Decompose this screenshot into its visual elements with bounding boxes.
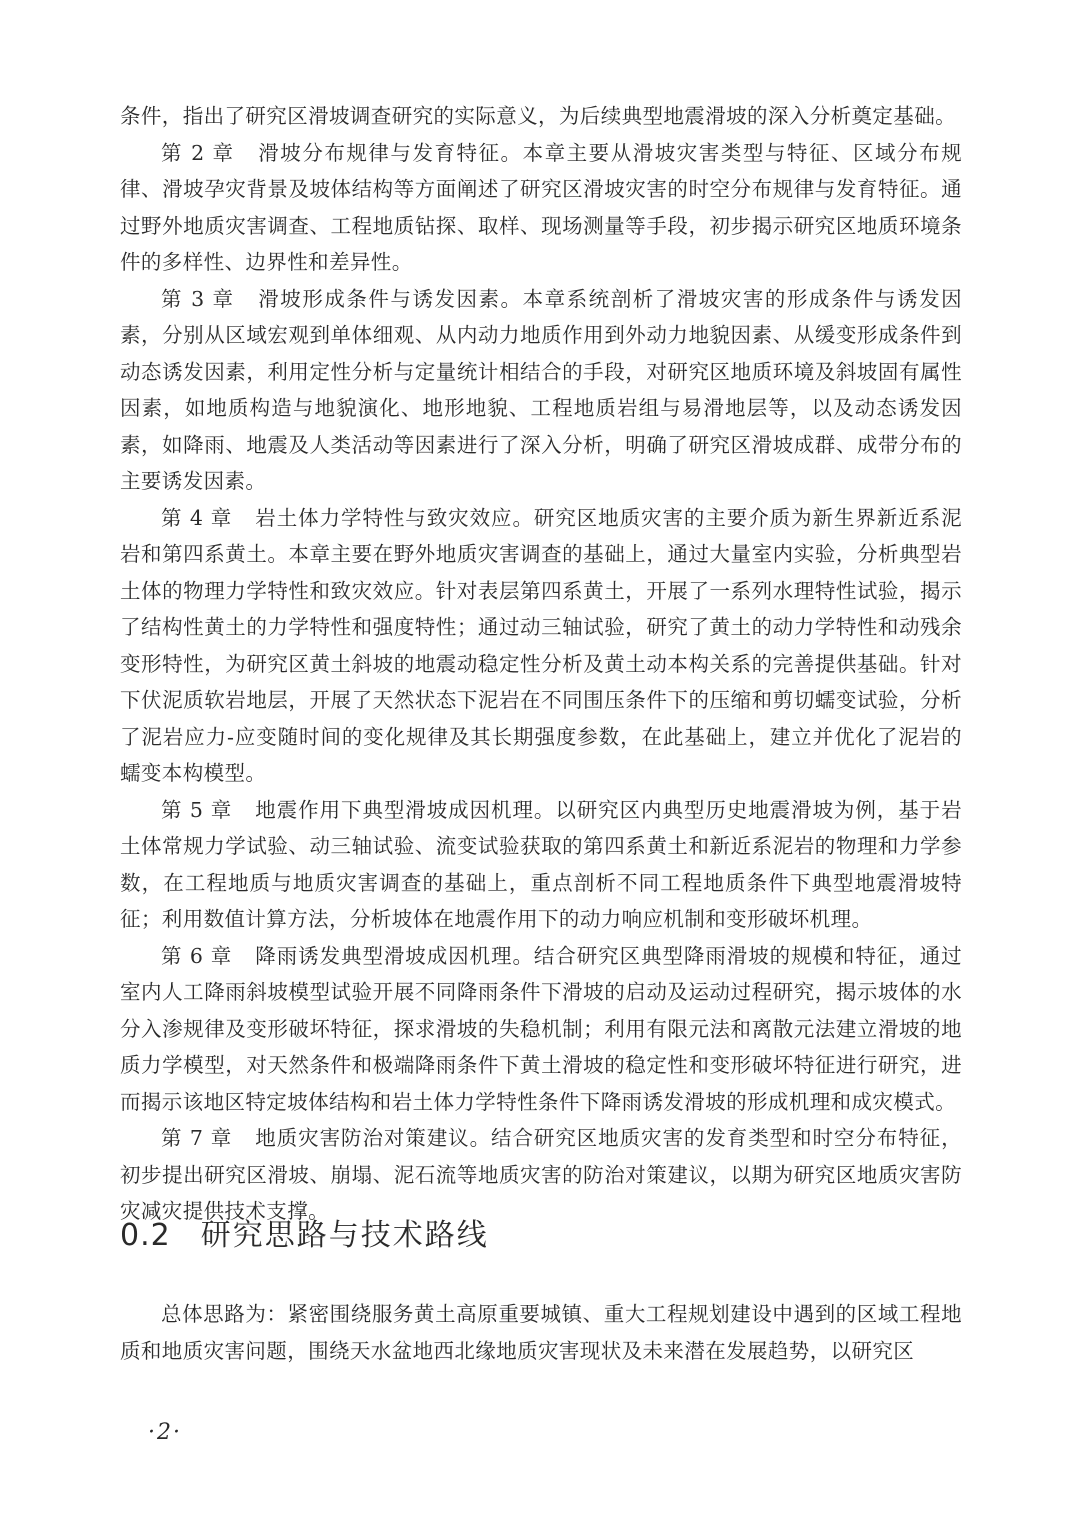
paragraph-continuation: [120, 98, 962, 135]
chapter-summary-body: [120, 98, 962, 1230]
section-heading: [120, 1210, 489, 1254]
paragraph-text: 降雨诱发典型滑坡成因机理。结合研究区典型降雨滑坡的规模和特征，通过室内人工降雨斜坡模型试验开展不同降雨条件下滑坡的启动及运动过程研究，揭示坡体的水分入渗规律及变形破坏特征，探求滑坡的失稳机制；利用有限元法和离散元法建立滑坡的地质力学模型，对天然条件和极端降雨条件下黄土滑坡的稳定性和变形破坏特征进行研究，进而揭示该地区特定坡体结构和岩土体力学特性条件下降雨诱发滑坡的形成机理和成灾模式。: [120, 943, 962, 1114]
paragraph-chapter-6: [120, 938, 962, 1121]
paragraph-chapter-3: [120, 281, 962, 500]
paragraph-text: 滑坡分布规律与发育特征。本章主要从滑坡灾害类型与特征、区域分布规律、滑坡孕灾背景及坡体结构等方面阐述了研究区滑坡灾害的时空分布规律与发育特征。通过野外地质灾害调查、工程地质钻探、取样、现场测量等手段，初步揭示研究区地质环境条件的多样性、边界性和差异性。: [120, 140, 962, 274]
paragraph-text: 岩土体力学特性与致灾效应。研究区地质灾害的主要介质为新生界新近系泥岩和第四系黄土。本章主要在野外地质灾害调查的基础上，通过大量室内实验，分析典型岩土体的物理力学特性和致灾效应。针对表层第四系黄土，开展了一系列水理特性试验，揭示了结构性黄土的力学特性和强度特性；通过动三轴试验，研究了黄土的动力学特性和动残余变形特性，为研究区黄土斜坡的地震动稳定性分析及黄土动本构关系的完善提供基础。针对下伏泥质软岩地层，开展了天然状态下泥岩在不同围压条件下的压缩和剪切蠕变试验，分析了泥岩应力-应变随时间的变化规律及其长期强度参数，在此基础上，建立并优化了泥岩的蠕变本构模型。: [120, 505, 962, 785]
paragraph-text: 滑坡形成条件与诱发因素。本章系统剖析了滑坡灾害的形成条件与诱发因素，分别从区域宏观到单体细观、从内动力地质作用到外动力地貌因素、从缓变形成条件到动态诱发因素，利用定性分析与定量统计相结合的手段，对研究区地质环境及斜坡固有属性因素，如地质构造与地貌演化、地形地貌、工程地质岩组与易滑地层等，以及动态诱发因素，如降雨、地震及人类活动等因素进行了深入分析，明确了研究区滑坡成群、成带分布的主要诱发因素。: [120, 286, 962, 493]
paragraph-text: 地质灾害防治对策建议。结合研究区地质灾害的发育类型和时空分布特征，初步提出研究区滑坡、崩塌、泥石流等地质灾害的防治对策建议，以期为研究区地质灾害防灾减灾提供技术支撑。: [120, 1126, 962, 1223]
paragraph-text: 总体思路为：紧密围绕服务黄土高原重要城镇、重大工程规划建设中遇到的区域工程地质和地质灾害问题，围绕天水盆地西北缘地质灾害现状及未来潜在发展趋势，以研究区: [120, 1302, 962, 1363]
paragraph-text: 条件，指出了研究区滑坡调查研究的实际意义，为后续典型地震滑坡的深入分析奠定基础。: [120, 104, 956, 128]
paragraph-chapter-2: [120, 135, 962, 281]
paragraph-chapter-5: [120, 792, 962, 938]
chapter-label: 第 5 章: [161, 797, 233, 822]
chapter-label: 第 7 章: [161, 1126, 233, 1150]
paragraph-chapter-4: [120, 500, 962, 792]
section-title: 研究思路与技术路线: [200, 1218, 489, 1253]
section-body: [120, 1296, 962, 1369]
paragraph-text: 地震作用下典型滑坡成因机理。以研究区内典型历史地震滑坡为例，基于岩土体常规力学试验、动三轴试验、流变试验获取的第四系黄土和新近系泥岩的物理和力学参数，在工程地质与地质灾害调查的基础上，重点剖析不同工程地质条件下典型地震滑坡特征；利用数值计算方法，分析坡体在地震作用下的动力响应机制和变形破坏机理。: [120, 797, 962, 931]
section-paragraph: [120, 1296, 962, 1369]
chapter-label: 第 4 章: [161, 505, 233, 530]
section-number: 0.2: [120, 1218, 171, 1253]
chapter-label: 第 3 章: [161, 286, 235, 311]
chapter-label: 第 6 章: [161, 943, 233, 968]
page-number: ·2·: [148, 1420, 182, 1445]
chapter-label: 第 2 章: [161, 140, 235, 165]
